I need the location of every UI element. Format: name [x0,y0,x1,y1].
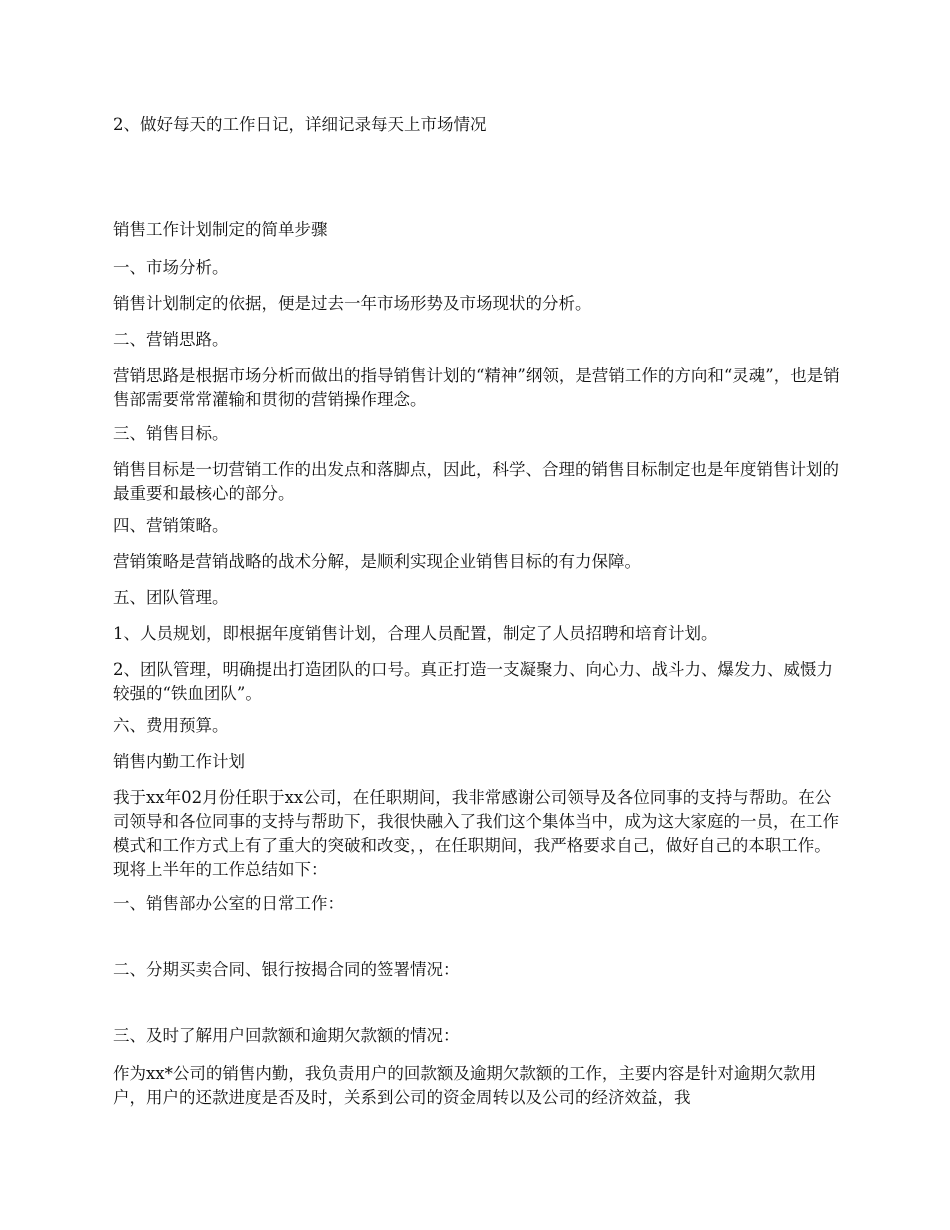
heading-marketing-strategy: 四、营销策略。 [113,516,229,535]
heading-contract-signing: 二、分期买卖合同、银行按揭合同的签署情况： [113,960,460,979]
paragraph-staffing-plan: 1、人员规划，即根据年度销售计划，合理人员配置，制定了人员招聘和培育计划。 [113,624,718,643]
heading-payment-tracking: 三、及时了解用户回款额和逾期欠款额的情况： [113,1026,460,1045]
heading-market-analysis: 一、市场分析。 [113,258,229,277]
heading-budget: 六、费用预算。 [113,716,229,735]
section-title-sales-plan-steps: 销售工作计划制定的简单步骤 [113,220,328,239]
heading-sales-target: 三、销售目标。 [113,424,229,443]
paragraph-introduction: 我于xx年02月份任职于xx公司，在任职期间，我非常感谢公司领导及各位同事的支持与帮助。在公司领导和各位同事的支持与帮助下，我很快融入了我们这个集体当中，成为这大家庭的一员，在工作模式和工作方式上有了重大的突破和改变，，在任职期间，我严格要求自己，做好自己的本职工作。现将上半年的工作总结如下： [113,788,839,879]
paragraph-team-slogan: 2、团队管理，明确提出打造团队的口号。真正打造一支凝聚力、向心力、战斗力、爆发力、威慑力较强的“铁血团队”。 [113,660,833,703]
paragraph-daily-log: 2、做好每天的工作日记，详细记录每天上市场情况 [113,115,487,134]
paragraph-payment-tracking: 作为xx*公司的销售内勤，我负责用户的回款额及逾期欠款额的工作，主要内容是针对逾期欠款用户，用户的还款进度是否及时，关系到公司的资金周转以及公司的经济效益，我 [113,1064,817,1107]
heading-daily-office-work: 一、销售部办公室的日常工作： [113,894,344,913]
paragraph-marketing-strategy: 营销策略是营销战略的战术分解，是顺利实现企业销售目标的有力保障。 [113,552,641,571]
heading-marketing-approach: 二、营销思路。 [113,330,229,349]
paragraph-marketing-approach: 营销思路是根据市场分析而做出的指导销售计划的“精神”纲领，是营销工作的方向和“灵魂”，也是销售部需要常常灌输和贯彻的营销操作理念。 [113,366,840,409]
paragraph-market-analysis: 销售计划制定的依据，便是过去一年市场形势及市场现状的分析。 [113,294,592,313]
heading-team-management: 五、团队管理。 [113,588,229,607]
section-title-sales-office-plan: 销售内勤工作计划 [113,752,245,771]
paragraph-sales-target: 销售目标是一切营销工作的出发点和落脚点，因此，科学、合理的销售目标制定也是年度销售计划的最重要和最核心的部分。 [113,460,839,503]
